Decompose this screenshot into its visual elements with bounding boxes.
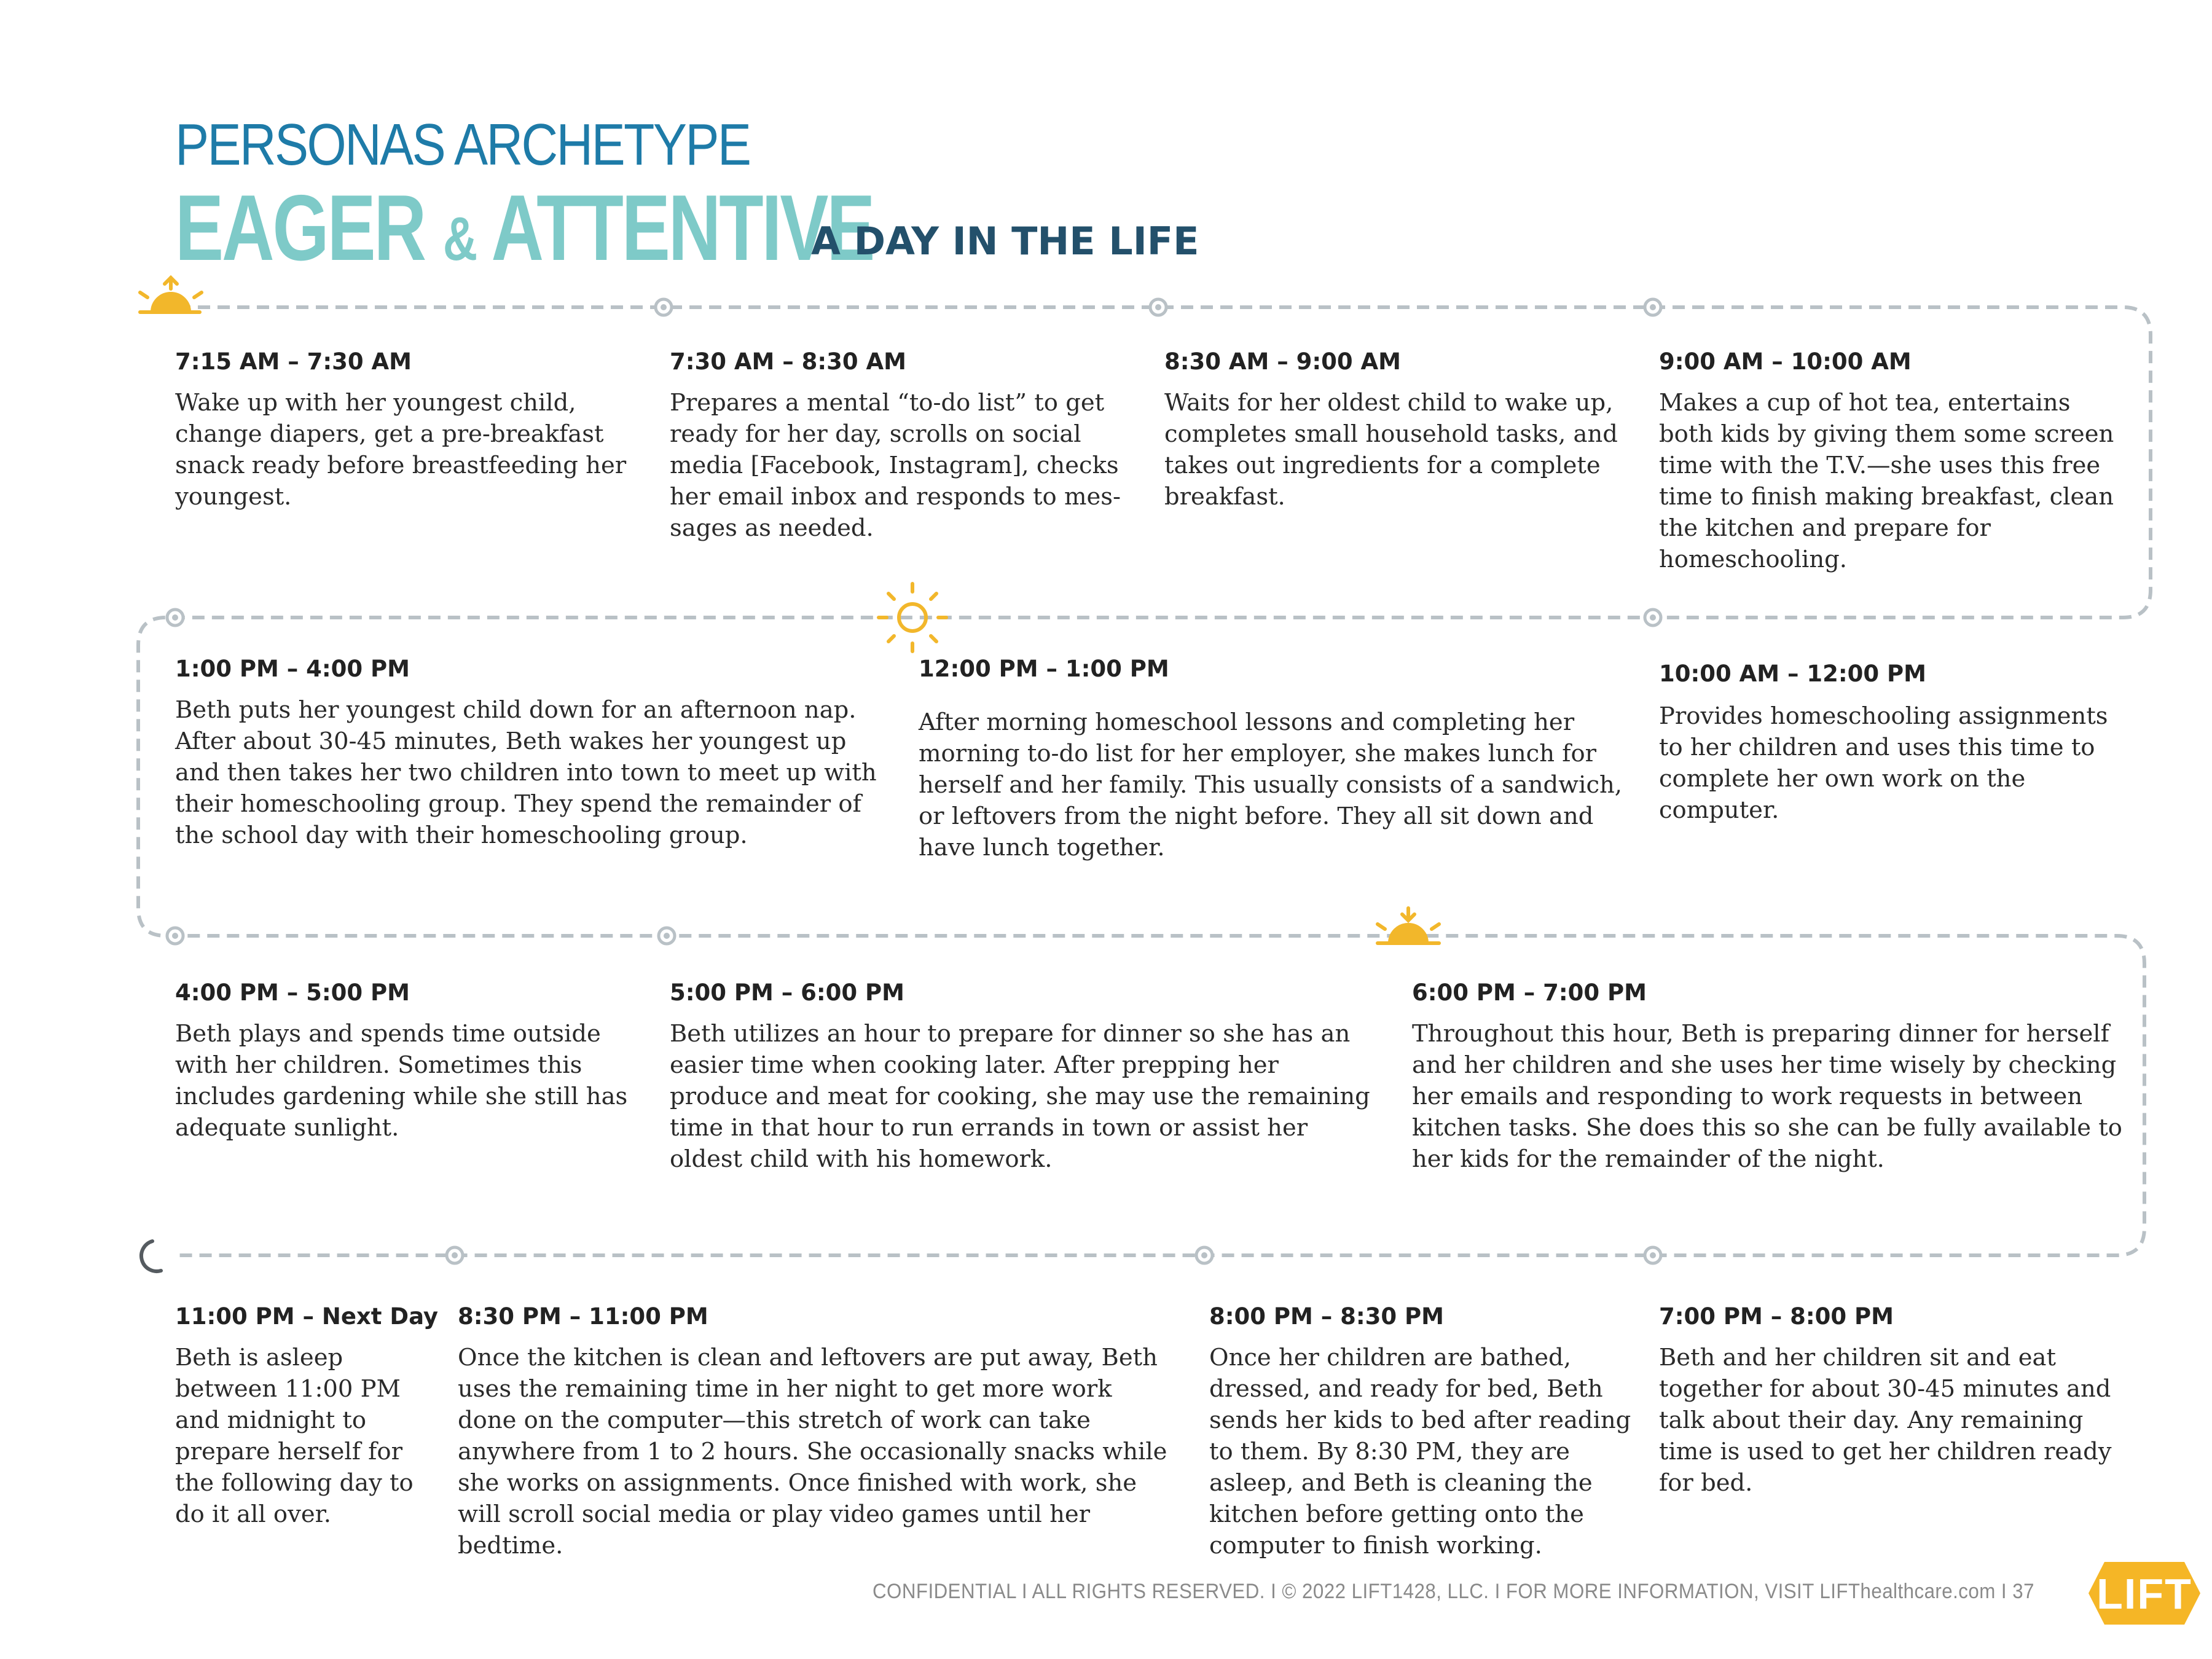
time-description: After morning homeschool lessons and completing her morning to-do list for her employer, she makes lunch for herself and her family. This usually consists of a sandwich, or leftovers from the night before. They all sit down and have lunch together. (919, 708, 1623, 861)
time-label: 6:00 PM – 7:00 PM (1412, 979, 1647, 1006)
time-label: 9:00 AM – 10:00 AM (1659, 348, 1912, 375)
persona-kicker: PERSONAS ARCHETYPE (175, 112, 750, 178)
lift-logo (2086, 1559, 2203, 1627)
time-description: Throughout this hour, Beth is preparing dinner for herself and her children and she uses her time wisely by checking her emails and responding to work requests in between kitchen tasks. She does this so she can be fully available to her kids for the remainder of the night. (1412, 1020, 2122, 1173)
sunrise-icon (140, 278, 202, 312)
time-description: Beth plays and spends time outside with her children. Sometimes this includes gardening while she still has adequate sunlight. (175, 1020, 628, 1142)
time-label: 7:00 PM – 8:00 PM (1659, 1303, 1894, 1330)
time-description: Once the kitchen is clean and leftovers are put away, Beth uses the remaining time in her night to get more work done on the computer—this stretch of work can take anywhere from 1 to 2 hours. She occasionally snacks while she works on assignments. Once finished with work, she will scroll social media or play video games until her bedtime. (458, 1344, 1167, 1559)
time-label: 4:00 PM – 5:00 PM (175, 979, 410, 1006)
time-description: Beth and her children sit and eat together for about 30-45 minutes and talk about their day. Any remaining time is used to get her children ready for bed. (1659, 1344, 2112, 1497)
time-description: Prepares a mental “to-do list” to get ready for her day, scrolls on social media [Facebook, Instagram], checks her email inbox and responds to mes-sages as needed. (670, 389, 1121, 542)
page-subtitle: A DAY IN THE LIFE (811, 219, 1199, 264)
time-description: Beth utilizes an hour to prepare for dinner so she has an easier time when cooking later. After prepping her produce and meat for cooking, she may use the remaining time in that hour to run errands in town or assist her oldest child with his homework. (670, 1020, 1370, 1173)
time-label: 5:00 PM – 6:00 PM (670, 979, 904, 1006)
time-label: 11:00 PM – Next Day (175, 1303, 439, 1330)
time-label: 7:15 AM – 7:30 AM (175, 348, 412, 375)
time-label: 7:30 AM – 8:30 AM (670, 348, 906, 375)
time-description: Beth puts her youngest child down for an afternoon nap. After about 30-45 minutes, Beth wakes her youngest up and then takes her two children into town to meet up with their homeschooling group. They spend the remainder of the school day with their homeschooling group. (175, 696, 877, 849)
time-label: 10:00 AM – 12:00 PM (1659, 661, 1926, 687)
time-label: 8:00 PM – 8:30 PM (1209, 1303, 1444, 1330)
time-description: Once her children are bathed, dressed, and ready for bed, Beth sends her kids to bed after reading to them. By 8:30 PM, they are asleep, and Beth is cleaning the kitchen before getting onto the computer to finish working. (1209, 1344, 1631, 1559)
footer-text: CONFIDENTIAL I ALL RIGHTS RESERVED. I © 2022 LIFT1428, LLC. I FOR MORE INFORMATION, VISIT LIFThealthcare.com I 37 (873, 1580, 2034, 1603)
moon-icon (141, 1241, 161, 1271)
time-description: Makes a cup of hot tea, entertains both kids by giving them some screen time with the T.V.—she uses this free time to finish making breakfast, clean the kitchen and prepare for homeschooling. (1659, 389, 2114, 573)
time-description: Wake up with her youngest child, change diapers, get a pre-breakfast snack ready before breastfeeding her youngest. (175, 389, 627, 511)
time-description: Provides homeschooling assignments to her children and uses this time to complete her own work on the computer. (1659, 702, 2108, 824)
time-description: Waits for her oldest child to wake up, completes small household tasks, and takes out ingredients for a complete breakfast. (1164, 389, 1618, 511)
persona-title: EAGER & ATTENTIVE (175, 176, 874, 280)
time-description: Beth is asleep between 11:00 PM and midnight to prepare herself for the following day to do it all over. (175, 1344, 414, 1528)
time-label: 8:30 AM – 9:00 AM (1164, 348, 1401, 375)
lift-logo-text: LIFT (2096, 1570, 2192, 1618)
time-label: 12:00 PM – 1:00 PM (919, 656, 1169, 682)
time-label: 8:30 PM – 11:00 PM (458, 1303, 708, 1330)
sunset-icon (1378, 908, 1439, 943)
time-label: 1:00 PM – 4:00 PM (175, 656, 410, 682)
